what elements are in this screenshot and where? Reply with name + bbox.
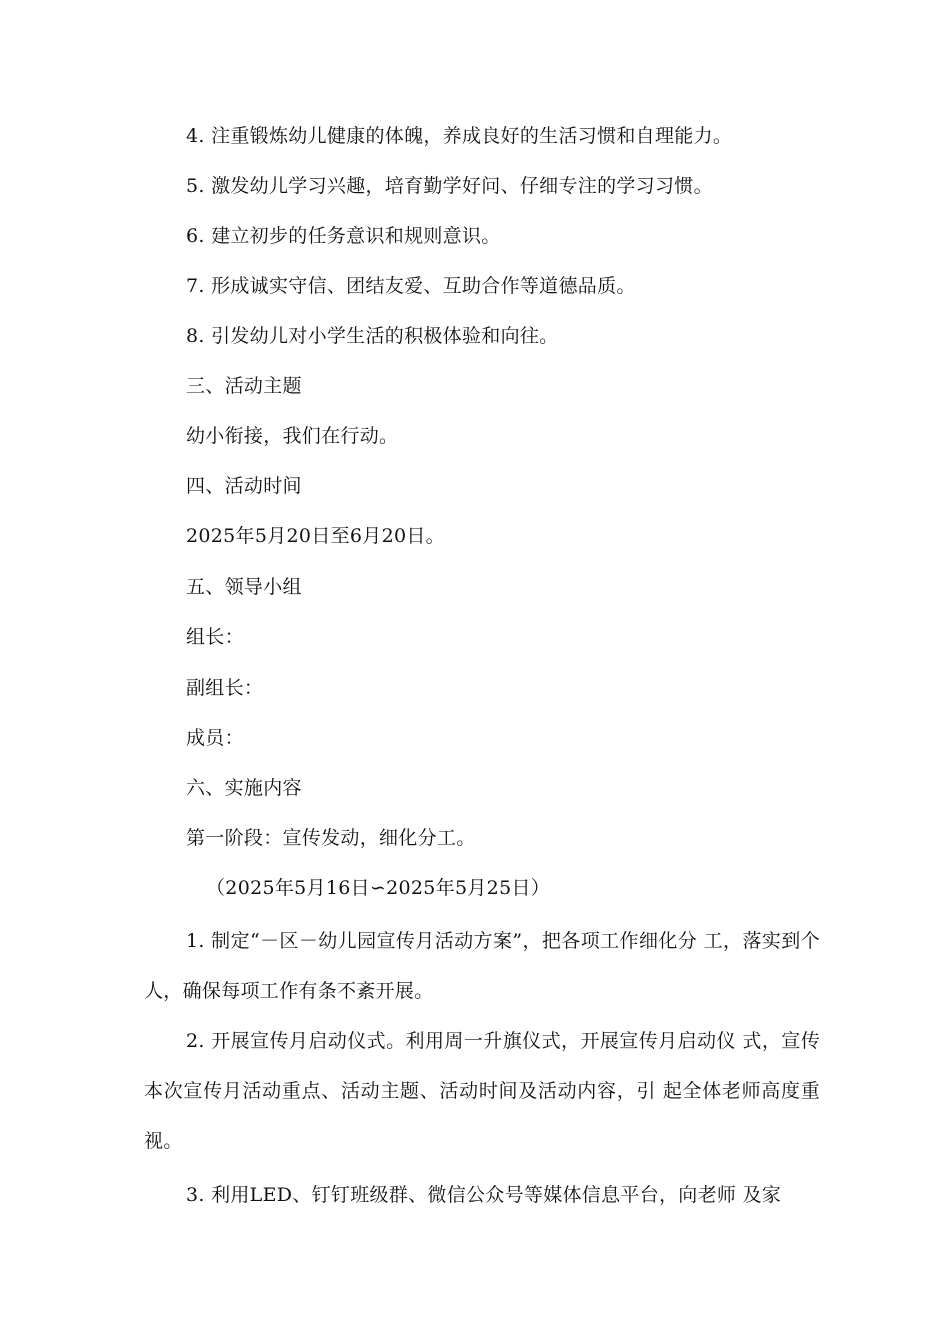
phase-one-title: 第一阶段：宣传发动，细化分工。 [186, 827, 476, 849]
goal-item-8: 8. 引发幼儿对小学生活的积极体验和向往。 [186, 325, 559, 347]
leader-label: 组长： [186, 626, 244, 648]
deputy-leader-label: 副组长： [186, 677, 264, 699]
step-1-paragraph: 1. 制定“－区－幼儿园宣传月活动方案”，把各项工作细化分 工，落实到个人，确保每项工作有条不紊开展。 [144, 930, 820, 1002]
time-text: 2025年5月20日至6月20日。 [186, 525, 445, 547]
section-heading-leadership: 五、领导小组 [186, 576, 302, 598]
section-heading-time: 四、活动时间 [186, 475, 302, 497]
goal-item-5: 5. 激发幼儿学习兴趣，培育勤学好问、仔细专注的学习习惯。 [186, 175, 713, 197]
section-heading-implementation: 六、实施内容 [186, 777, 302, 799]
goal-item-4: 4. 注重锻炼幼儿健康的体魄，养成良好的生活习惯和自理能力。 [186, 125, 733, 147]
goal-item-7: 7. 形成诚实守信、团结友爱、互助合作等道德品质。 [186, 275, 636, 297]
section-heading-theme: 三、活动主题 [186, 375, 302, 397]
goal-item-6: 6. 建立初步的任务意识和规则意识。 [186, 225, 501, 247]
step-2-paragraph: 2. 开展宣传月启动仪式。利用周一升旗仪式，开展宣传月启动仪 式，宣传本次宣传月活动重点、活动主题、活动时间及活动内容，引 起全体老师高度重视。 [144, 1030, 820, 1152]
theme-text: 幼小衔接，我们在行动。 [186, 425, 399, 447]
step-3-paragraph: 3. 利用LED、钉钉班级群、微信公众号等媒体信息平台，向老师 及家 [186, 1184, 782, 1206]
members-label: 成员： [186, 727, 244, 749]
phase-one-dates: （2025年5月16日∽2025年5月25日） [206, 877, 551, 899]
